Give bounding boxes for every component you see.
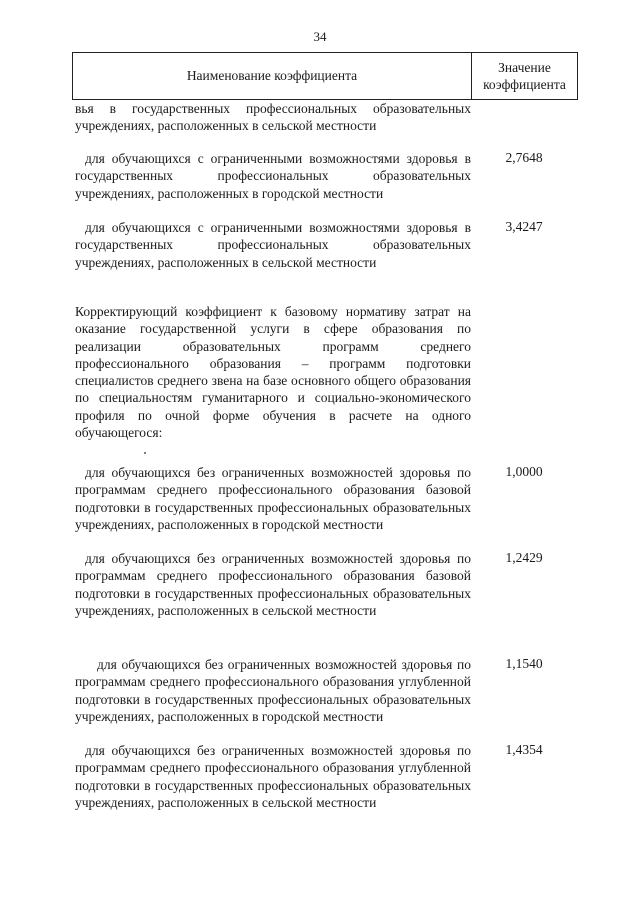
- table-header: [72, 52, 578, 100]
- row-6-text: для обучающихся без ограниченных возможностей здоровья по программам среднего профессионального образования углубленной подготовки в государственных профессиональных образовательных учреждениях, расположенных в городской местности: [75, 657, 471, 724]
- row-2-value: 3,4247: [505, 219, 543, 234]
- row-7-value: 1,4354: [505, 742, 543, 757]
- row-7-text: для обучающихся без ограниченных возможностей здоровья по программам среднего профессионального образования углубленной подготовки в государственных профессиональных образовательных учреждениях, расположенных в сельской местности: [75, 743, 471, 810]
- coefficient-name-header: Наименование коэффициента: [186, 68, 358, 83]
- row-3-text: Корректирующий коэффициент к базовому нормативу затрат на оказание государственной услуги в сфере образования по реализации образовательных программ среднего профессионального образования – программ подготовки специалистов среднего звена на базе основного общего образования по специальностям гуманитарного и социально-экономического профиля по очной форме обучения в расчете на одного обучающегося:: [75, 304, 471, 441]
- row-4-value: 1,0000: [505, 464, 543, 479]
- row-4-text: для обучающихся без ограниченных возможностей здоровья по программам среднего профессионального образования базовой подготовки в государственных профессиональных образовательных учреждениях, расположенных в городской местности: [75, 465, 471, 532]
- scan-speck: [144, 452, 146, 454]
- row-0-text: вья в государственных профессиональных образовательных учреждениях, расположенных в сельской местности: [75, 101, 471, 134]
- row-6-value: 1,1540: [505, 656, 543, 671]
- coefficient-value-header: Значение коэффициента: [483, 60, 566, 92]
- row-1-value: 2,7648: [505, 150, 543, 165]
- row-5-value: 1,2429: [505, 550, 543, 565]
- row-1-text: для обучающихся с ограниченными возможностями здоровья в государственных профессиональных образовательных учреждениях, расположенных в городской местности: [75, 151, 471, 201]
- page-number: 34: [313, 29, 327, 44]
- row-2-text: для обучающихся с ограниченными возможностями здоровья в государственных профессиональных образовательных учреждениях, расположенных в сельской местности: [75, 220, 471, 270]
- row-5-text: для обучающихся без ограниченных возможностей здоровья по программам среднего профессионального образования базовой подготовки в государственных профессиональных образовательных учреждениях, расположенных в сельской местности: [75, 551, 471, 618]
